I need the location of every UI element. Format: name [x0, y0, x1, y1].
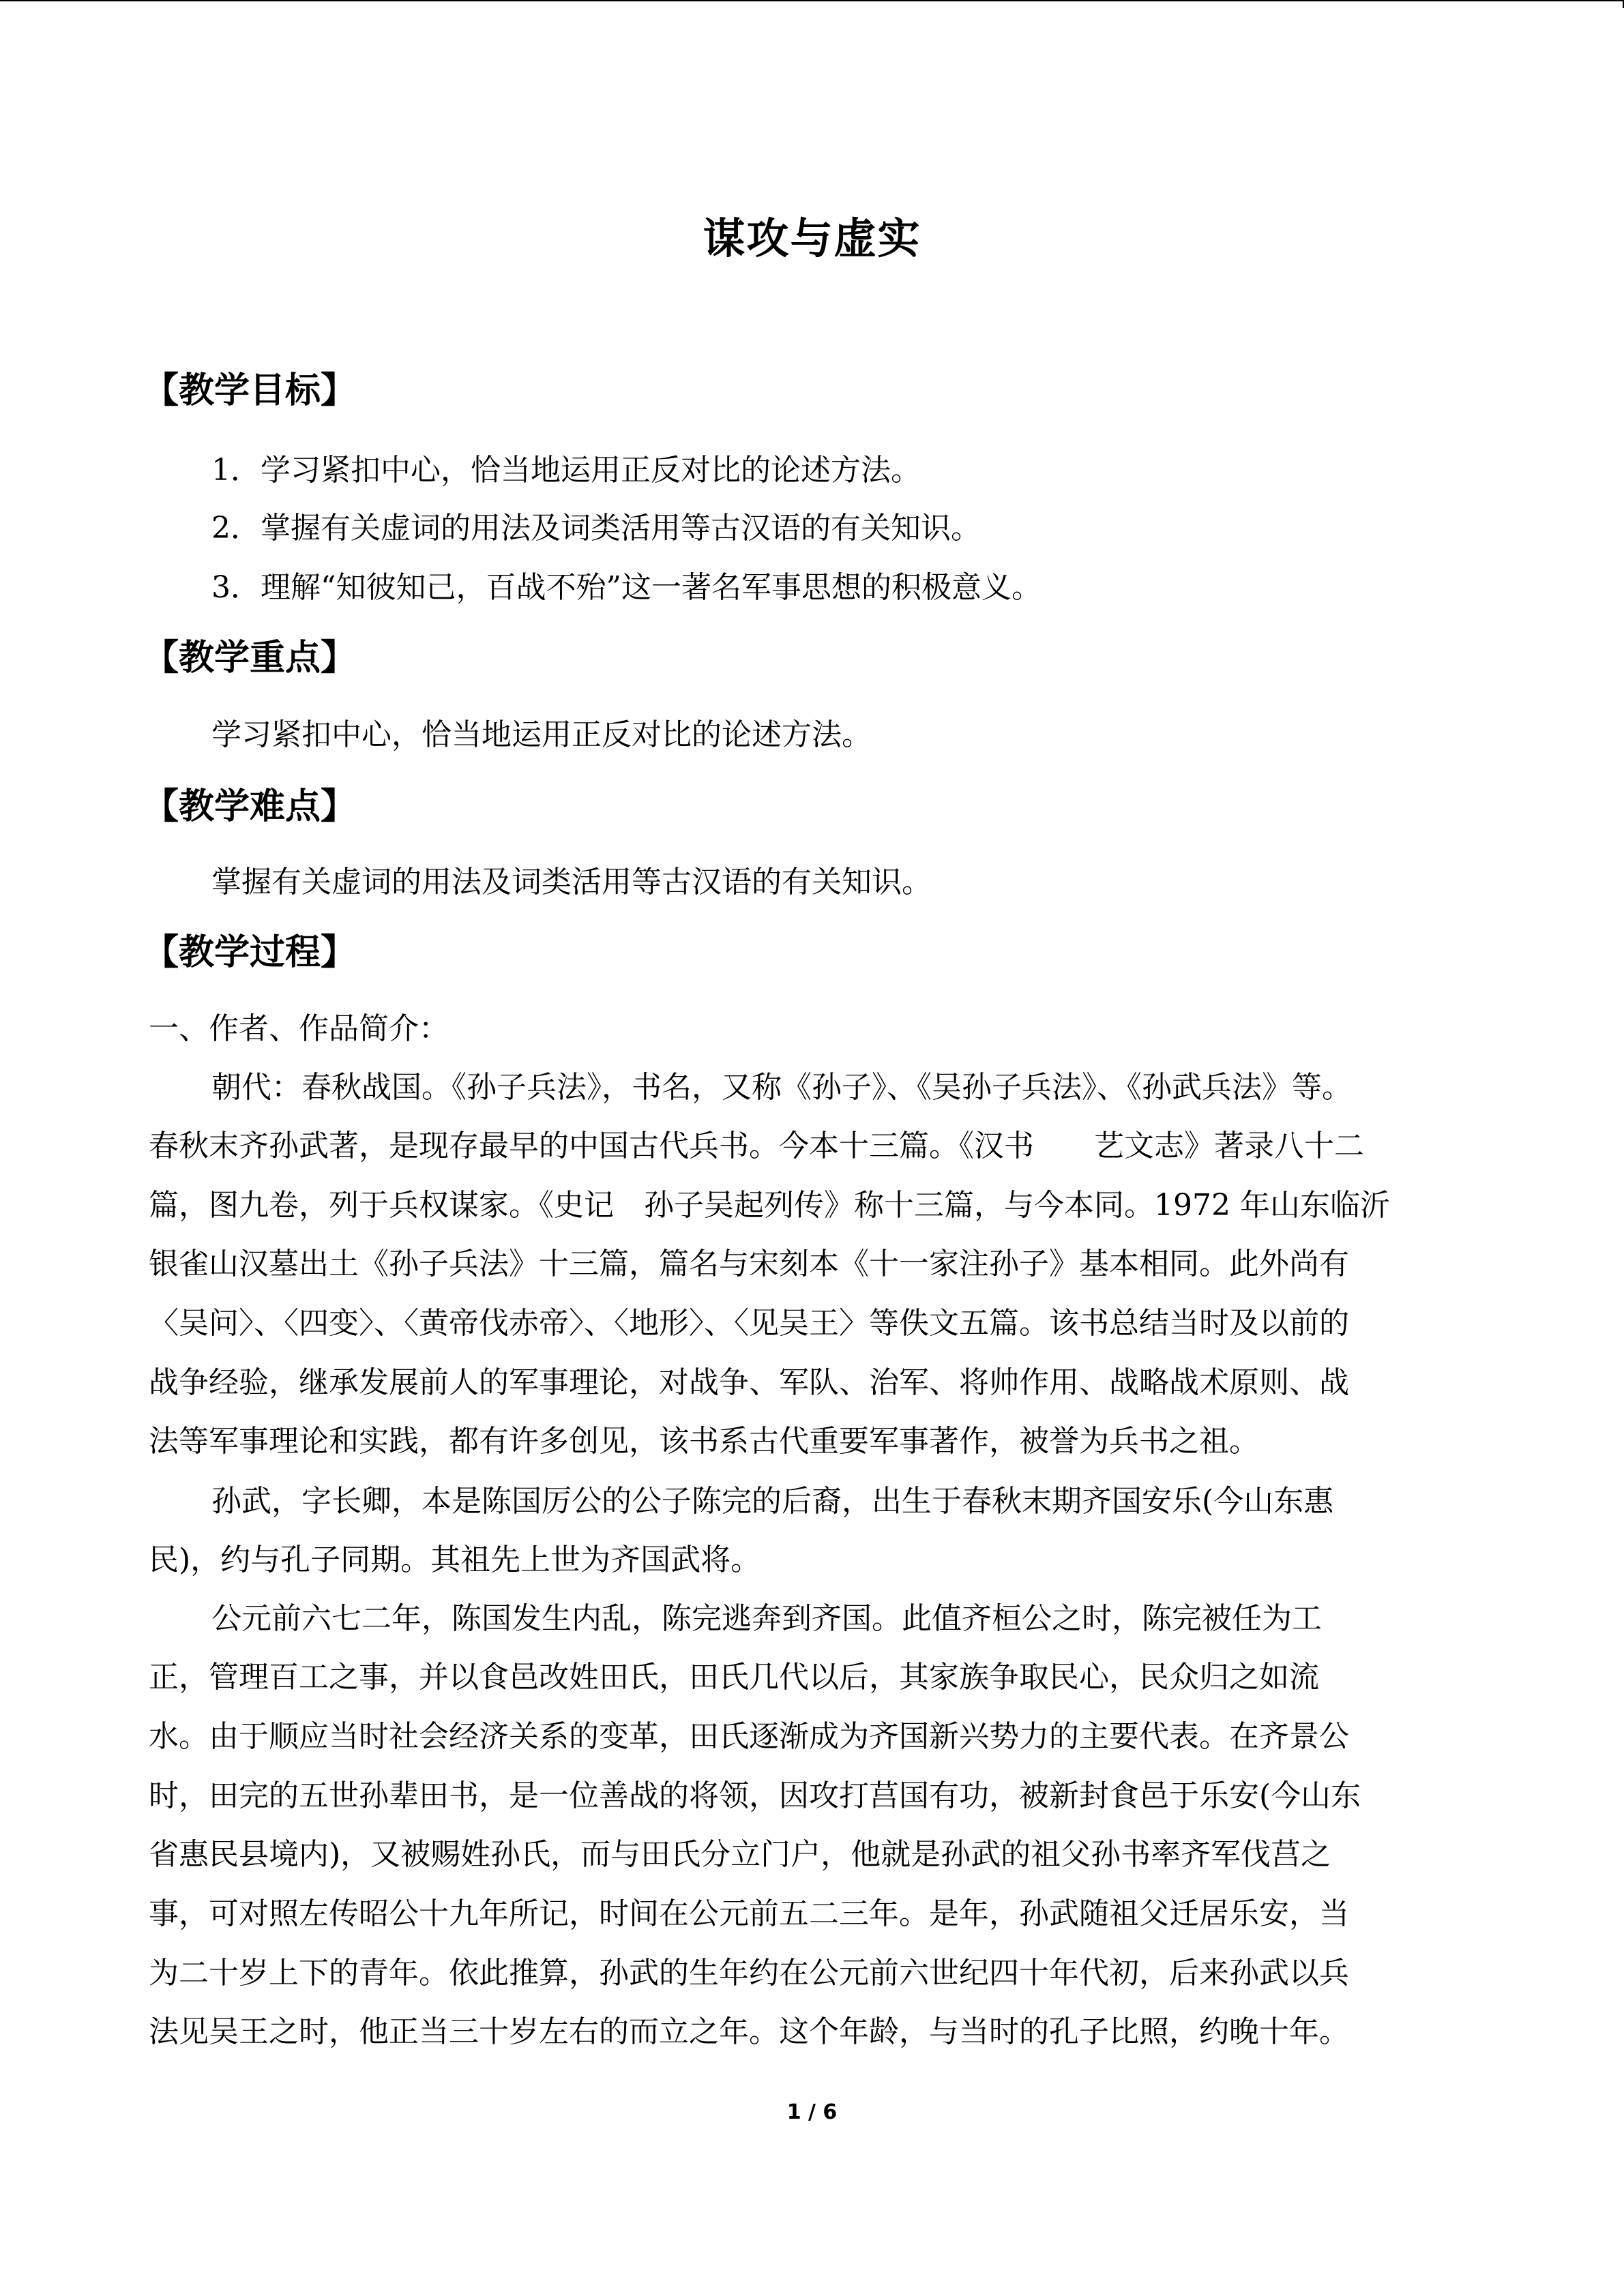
page-top-border [0, 0, 1624, 1]
body-line: 战争经验，继承发展前人的军事理论，对战争、军队、治军、将帅作用、战略战术原则、战 [149, 1365, 1349, 1400]
body-line: 银雀山汉墓出土《孙子兵法》十三篇，篇名与宋刻本《十一家注孙子》基本相同。此外尚有 [149, 1247, 1349, 1281]
difficulty-heading: 【教学难点】 [143, 786, 357, 827]
page-number: 1 / 6 [786, 2100, 838, 2124]
body-line: 朝代：春秋战国。《孙子兵法》，书名，又称《孙子》、《吴孙子兵法》、《孙武兵法》等。 [211, 1070, 1352, 1105]
body-line: 正，管理百工之事，并以食邑改姓田氏，田氏几代以后，其家族争取民心，民众归之如流 [149, 1660, 1319, 1695]
body-line: 法见吴王之时，他正当三十岁左右的而立之年。这个年龄，与当时的孔子比照，约晚十年。 [149, 2014, 1349, 2049]
body-line: 篇，图九卷，列于兵权谋家。《史记 孙子吴起列传》称十三篇，与今本同。1972 年山东临沂 [149, 1188, 1390, 1223]
process-heading: 【教学过程】 [143, 931, 357, 973]
document-title: 谋攻与虚实 [703, 213, 921, 263]
body-line: 春秋末齐孙武著，是现存最早的中国古代兵书。今本十三篇。《汉书 艺文志》著录八十二 [149, 1129, 1364, 1163]
difficulty-text: 掌握有关虚词的用法及词类活用等古汉语的有关知识。 [211, 865, 932, 899]
objective-item-2: 2．掌握有关虚词的用法及词类活用等古汉语的有关知识。 [211, 511, 981, 546]
process-intro: 一、作者、作品简介： [149, 1011, 449, 1046]
body-line: 孙武，字长卿，本是陈国厉公的公子陈完的后裔，出生于春秋末期齐国安乐(今山东惠 [211, 1484, 1334, 1519]
body-line: 省惠民县境内)，又被赐姓孙氏，而与田氏分立门户，他就是孙武的祖父孙书率齐军伐莒之 [149, 1837, 1331, 1872]
body-line: 事，可对照左传昭公十九年所记，时间在公元前五二三年。是年，孙武随祖父迁居乐安，当 [149, 1896, 1349, 1931]
body-line: 时，田完的五世孙辈田书，是一位善战的将领，因攻打莒国有功，被新封食邑于乐安(今山东 [149, 1778, 1361, 1813]
body-line: 为二十岁上下的青年。依此推算，孙武的生年约在公元前六世纪四十年代初，后来孙武以兵 [149, 1956, 1349, 1991]
focus-heading: 【教学重点】 [143, 637, 357, 679]
focus-text: 学习紧扣中心，恰当地运用正反对比的论述方法。 [211, 717, 872, 752]
objective-item-3: 3．理解“知彼知己，百战不殆”这一著名军事思想的积极意义。 [211, 570, 1042, 605]
objectives-heading: 【教学目标】 [143, 370, 357, 411]
body-line: 法等军事理论和实践，都有许多创见，该书系古代重要军事著作，被誉为兵书之祖。 [149, 1424, 1259, 1459]
body-line: 民)，约与孔子同期。其祖先上世为齐国武将。 [149, 1542, 761, 1577]
objective-item-1: 1．学习紧扣中心，恰当地运用正反对比的论述方法。 [211, 453, 921, 488]
body-line: 水。由于顺应当时社会经济关系的变革，田氏逐渐成为齐国新兴势力的主要代表。在齐景公 [149, 1719, 1349, 1754]
body-line: 〈吴问〉、〈四变〉、〈黄帝伐赤帝〉、〈地形〉、〈见吴王〉等佚文五篇。该书总结当时及以前的 [149, 1306, 1349, 1341]
body-line: 公元前六七二年，陈国发生内乱，陈完逃奔到齐国。此值齐桓公之时，陈完被任为工 [211, 1601, 1322, 1636]
